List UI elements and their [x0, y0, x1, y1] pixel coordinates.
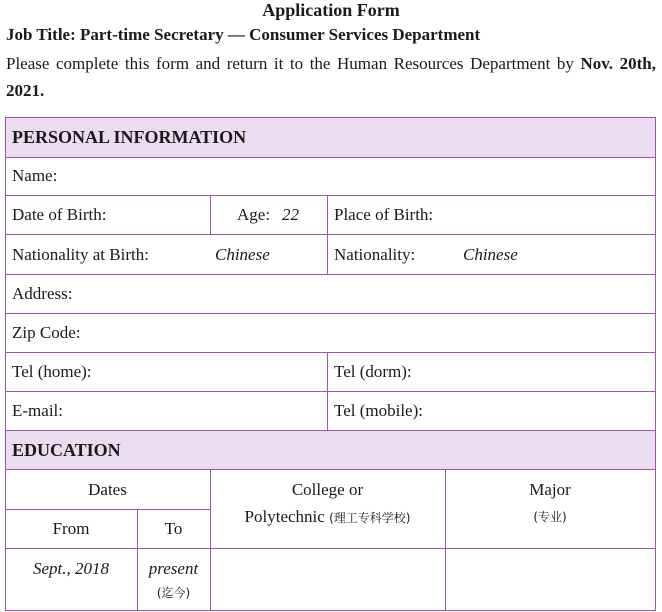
personal-info-header: PERSONAL INFORMATION — [6, 118, 655, 157]
row-divider — [5, 352, 656, 353]
job-title-line — [6, 25, 480, 45]
edu-row1-to-cn: (迄今) — [156, 586, 191, 600]
college-header-line2 — [210, 507, 445, 527]
row-divider — [5, 234, 656, 235]
row-divider — [5, 313, 656, 314]
nationality-value[interactable]: Chinese — [463, 245, 518, 264]
edu-row1-major-field[interactable] — [449, 552, 651, 608]
tel-mobile-label: Tel (mobile): — [334, 401, 423, 420]
dob-label: Date of Birth: — [12, 205, 107, 224]
college-header-line1: College or — [291, 480, 364, 499]
name-label: Name: — [12, 166, 58, 185]
dob-field[interactable] — [120, 199, 206, 231]
row-divider — [5, 469, 656, 470]
zip-code-label: Zip Code: — [12, 323, 81, 342]
dates-header: Dates — [88, 480, 127, 499]
name-field[interactable] — [80, 160, 650, 192]
tel-home-label: Tel (home): — [12, 362, 92, 381]
form-title: Application Form — [262, 0, 400, 20]
place-of-birth-label: Place of Birth: — [334, 205, 434, 224]
col-divider — [327, 352, 328, 430]
edu-row1-college-field[interactable] — [214, 552, 441, 608]
tel-home-field[interactable] — [105, 356, 320, 388]
job-title-label: Job Title: — [6, 25, 76, 44]
age-label: Age: — [237, 205, 271, 224]
address-field[interactable] — [90, 278, 650, 310]
job-title-value: Part-time Secretary — Consumer Services Department — [80, 25, 481, 44]
col-divider — [210, 195, 211, 234]
major-header: Major — [529, 480, 571, 499]
tel-mobile-field[interactable] — [440, 395, 650, 427]
from-header: From — [52, 519, 90, 538]
nationality-at-birth-label: Nationality at Birth: — [12, 245, 149, 264]
row-divider — [5, 509, 210, 510]
row-divider — [5, 548, 656, 549]
col-divider — [327, 195, 328, 274]
nationality-at-birth-value[interactable]: Chinese — [215, 245, 270, 264]
nationality-label: Nationality: — [334, 245, 416, 264]
intro-paragraph — [6, 50, 656, 104]
to-header: To — [164, 519, 183, 538]
address-label: Address: — [12, 284, 73, 303]
row-divider — [5, 157, 656, 158]
row-divider — [5, 391, 656, 392]
education-header: EDUCATION — [6, 431, 655, 469]
tel-dorm-label: Tel (dorm): — [334, 362, 412, 381]
deadline-date: Nov. 20th, 2021. — [6, 54, 656, 100]
major-header-cn: (专业) — [533, 510, 567, 524]
age-value[interactable]: 22 — [282, 205, 299, 224]
tel-dorm-field[interactable] — [425, 356, 650, 388]
email-label: E-mail: — [12, 401, 63, 420]
row-divider — [5, 195, 656, 196]
email-field[interactable] — [75, 395, 320, 427]
edu-row1-from[interactable]: Sept., 2018 — [32, 559, 110, 578]
edu-row1-to[interactable]: present — [148, 559, 199, 578]
college-header-cn: (理工专科学校) — [329, 511, 411, 525]
intro-text: Please complete this form and return it to the Human Resources Department by — [6, 54, 581, 73]
row-divider — [5, 274, 656, 275]
zip-code-field[interactable] — [95, 317, 650, 349]
place-of-birth-field[interactable] — [450, 199, 650, 231]
college-header-text: Polytechnic — [244, 507, 325, 526]
